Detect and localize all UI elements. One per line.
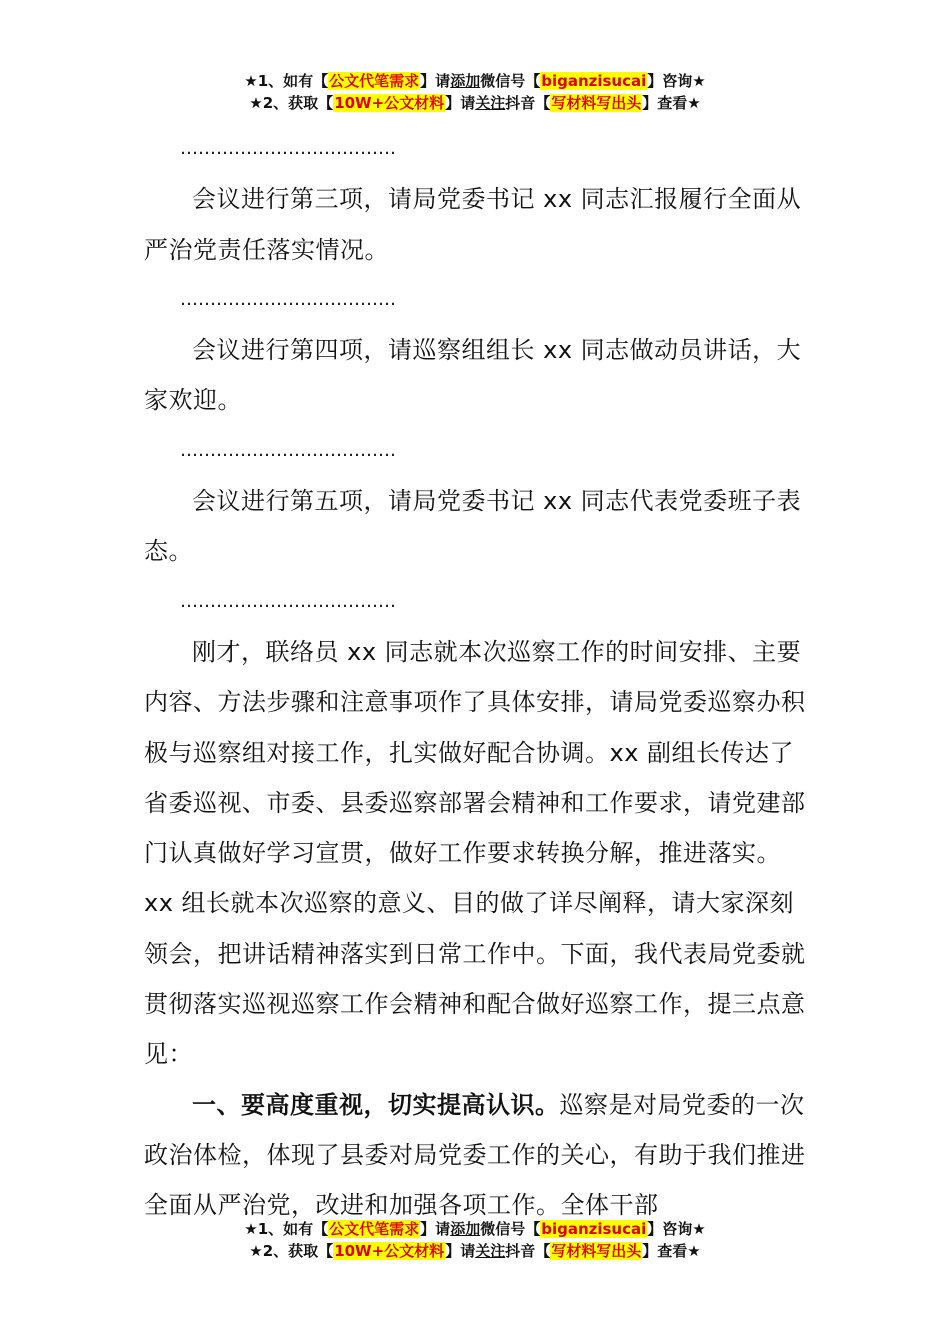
highlight-materials: 10W+公文材料 bbox=[334, 1242, 445, 1260]
banner-line-2: ★2、获取【10W+公文材料】请关注抖音【写材料写出头】查看★ bbox=[249, 94, 701, 112]
ellipsis-line: ……………………………… bbox=[180, 590, 396, 612]
highlight-materials: 10W+公文材料 bbox=[334, 94, 445, 112]
point-1-text: 巡察是对局党委的一次政治体检，体现了县委对局党委工作的关心，有助于我们推进全面从严治党，改进和加强各项工作。全体干部 bbox=[144, 1090, 806, 1220]
ellipsis-line: ……………………………… bbox=[180, 138, 396, 159]
highlight-service: 公文代笔需求 bbox=[329, 1220, 420, 1238]
highlight-douyin: 写材料写出头 bbox=[551, 1242, 642, 1260]
footer-banner bbox=[0, 1218, 950, 1262]
highlight-wechat-id: biganzisucai bbox=[541, 1220, 647, 1238]
paragraph-item-3: 会议进行第三项，请局党委书记 xx 同志汇报履行全面从严治党责任落实情况。 bbox=[144, 185, 802, 264]
banner-line-1: ★1、如有【公文代笔需求】请添加微信号【biganzisucai】咨询★ bbox=[244, 72, 706, 90]
paragraph-item-4: 会议进行第四项，请巡察组组长 xx 同志做动员讲话，大家欢迎。 bbox=[144, 336, 802, 415]
header-banner bbox=[0, 70, 950, 114]
highlight-service: 公文代笔需求 bbox=[329, 72, 420, 90]
point-1-heading: 一、要高度重视，切实提高认识。 bbox=[192, 1090, 560, 1119]
paragraph-point-1 bbox=[144, 1080, 806, 1231]
ellipsis-line: ……………………………… bbox=[180, 288, 396, 310]
highlight-wechat-id: biganzisucai bbox=[541, 72, 647, 90]
document-body bbox=[144, 124, 806, 1231]
banner-line-1: ★1、如有【公文代笔需求】请添加微信号【biganzisucai】咨询★ bbox=[244, 1220, 706, 1238]
ellipsis-line: ……………………………… bbox=[180, 439, 396, 461]
paragraph-item-5: 会议进行第五项，请局党委书记 xx 同志代表党委班子表态。 bbox=[144, 487, 802, 566]
paragraph-summary: 刚才，联络员 xx 同志就本次巡察工作的时间安排、主要内容、方法步骤和注意事项作了具体安排，请局党委巡察办积极与巡察组对接工作，扎实做好配合协调。xx 副组长传达了省委巡视、市委、县委巡察部署会精神和工作要求，请党建部门认真做好学习宣贯，做好工作要求转换分解，推进落实。xx 组长就本次巡察的意义、目的做了详尽阐释，请大家深刻领会，把讲话精神落实到日常工作中。下面，我代表局党委就贯彻落实巡视巡察工作会精神和配合做好巡察工作，提三点意见： bbox=[144, 637, 806, 1069]
highlight-douyin: 写材料写出头 bbox=[551, 94, 642, 112]
banner-line-2: ★2、获取【10W+公文材料】请关注抖音【写材料写出头】查看★ bbox=[249, 1242, 701, 1260]
